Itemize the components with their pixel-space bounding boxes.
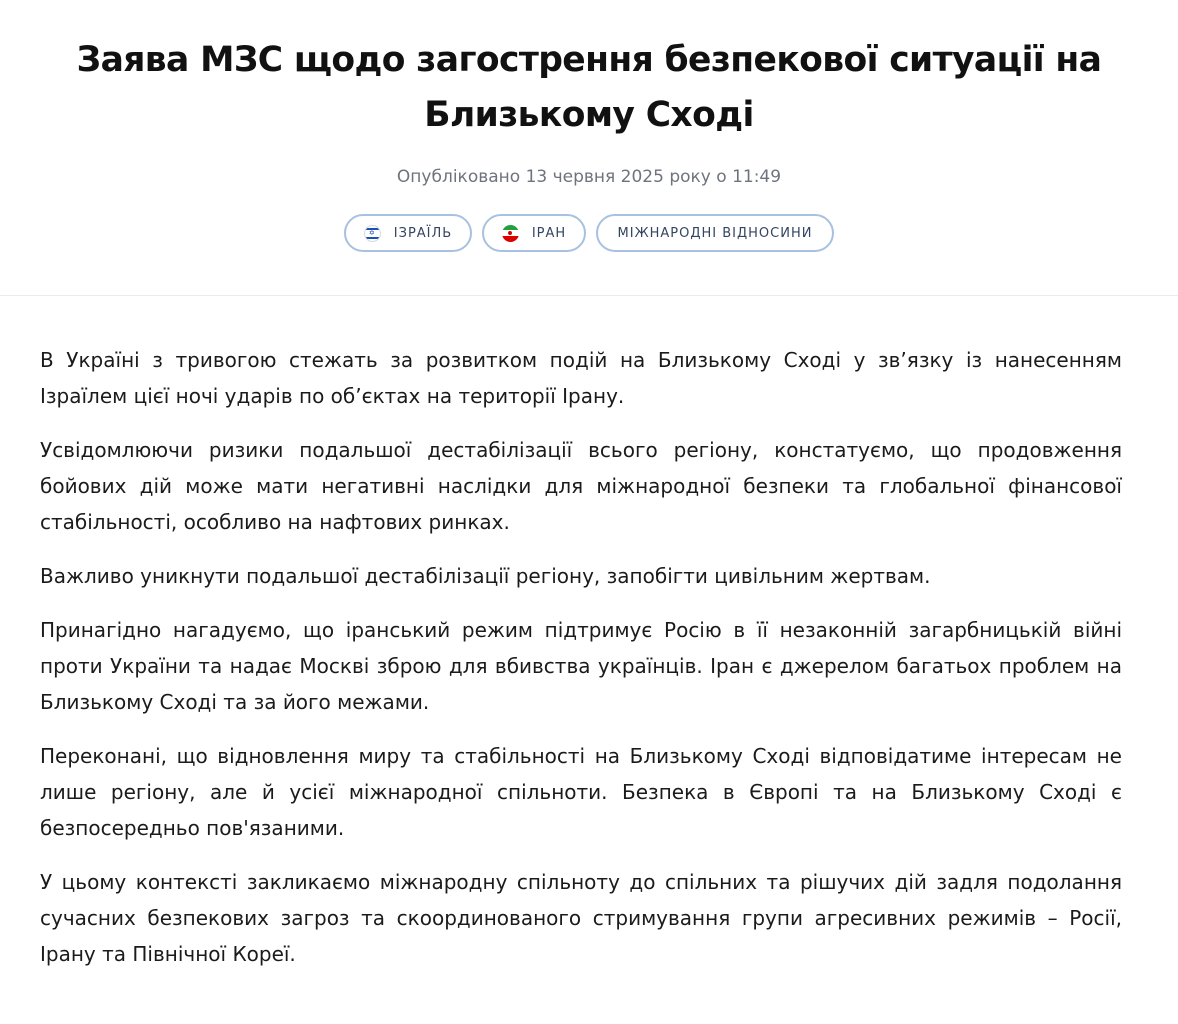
article-body: [0, 296, 1178, 972]
israel-flag-icon: ✡: [364, 225, 381, 242]
article-paragraph: У цьому контексті закликаємо міжнародну спільноту до спільних та рішучих дій задля подолання сучасних безпекових загроз та скоординованого стримування групи агресивних режимів – Росії, Ірану та Північної Кореї.: [40, 870, 1122, 966]
article-paragraph: Усвідомлюючи ризики подальшої дестабілізації всього регіону, констатуємо, що продовження бойових дій може мати негативні наслідки для міжнародної безпеки та глобальної фінансової стабільності, особливо на нафтових ринках.: [40, 438, 1122, 534]
tag-international-relations[interactable]: [596, 214, 834, 252]
tag-iran[interactable]: [482, 214, 586, 252]
page-title-line-2: Близькому Сході: [424, 95, 754, 135]
tag-iran-label: ІРАН: [531, 225, 567, 241]
page-title: [0, 0, 1178, 143]
article-paragraph: В Україні з тривогою стежать за розвитком подій на Близькому Сході у зв’язку із нанесенням Ізраїлем цієї ночі ударів по об’єктах на території Ірану.: [40, 348, 1122, 408]
article-header: [0, 0, 1178, 296]
iran-flag-icon: [502, 225, 519, 242]
tag-international-relations-label: МІЖНАРОДНІ ВІДНОСИНИ: [617, 225, 813, 241]
article-paragraph: Важливо уникнути подальшої дестабілізації регіону, запобігти цивільним жертвам.: [40, 564, 931, 588]
article-paragraph: Переконані, що відновлення миру та стабільності на Близькому Сході відповідатиме інтересам не лише регіону, але й усієї міжнародної спільноти. Безпека в Європі та на Близькому Сході є безпосередньо пов'язаними.: [40, 744, 1122, 840]
article-paragraph: Принагідно нагадуємо, що іранський режим підтримує Росію в її незаконній загарбницькій війні проти України та надає Москві зброю для вбивства українців. Іран є джерелом багатьох проблем на Близькому Сході та за його межами.: [40, 618, 1122, 714]
tag-israel[interactable]: [344, 214, 472, 252]
tag-list: [0, 214, 1178, 252]
published-date: Опубліковано 13 червня 2025 року о 11:49: [396, 167, 782, 187]
tag-israel-label: ІЗРАЇЛЬ: [393, 225, 453, 241]
page-title-line-1: Заява МЗС щодо загострення безпекової ситуації на: [76, 40, 1102, 80]
